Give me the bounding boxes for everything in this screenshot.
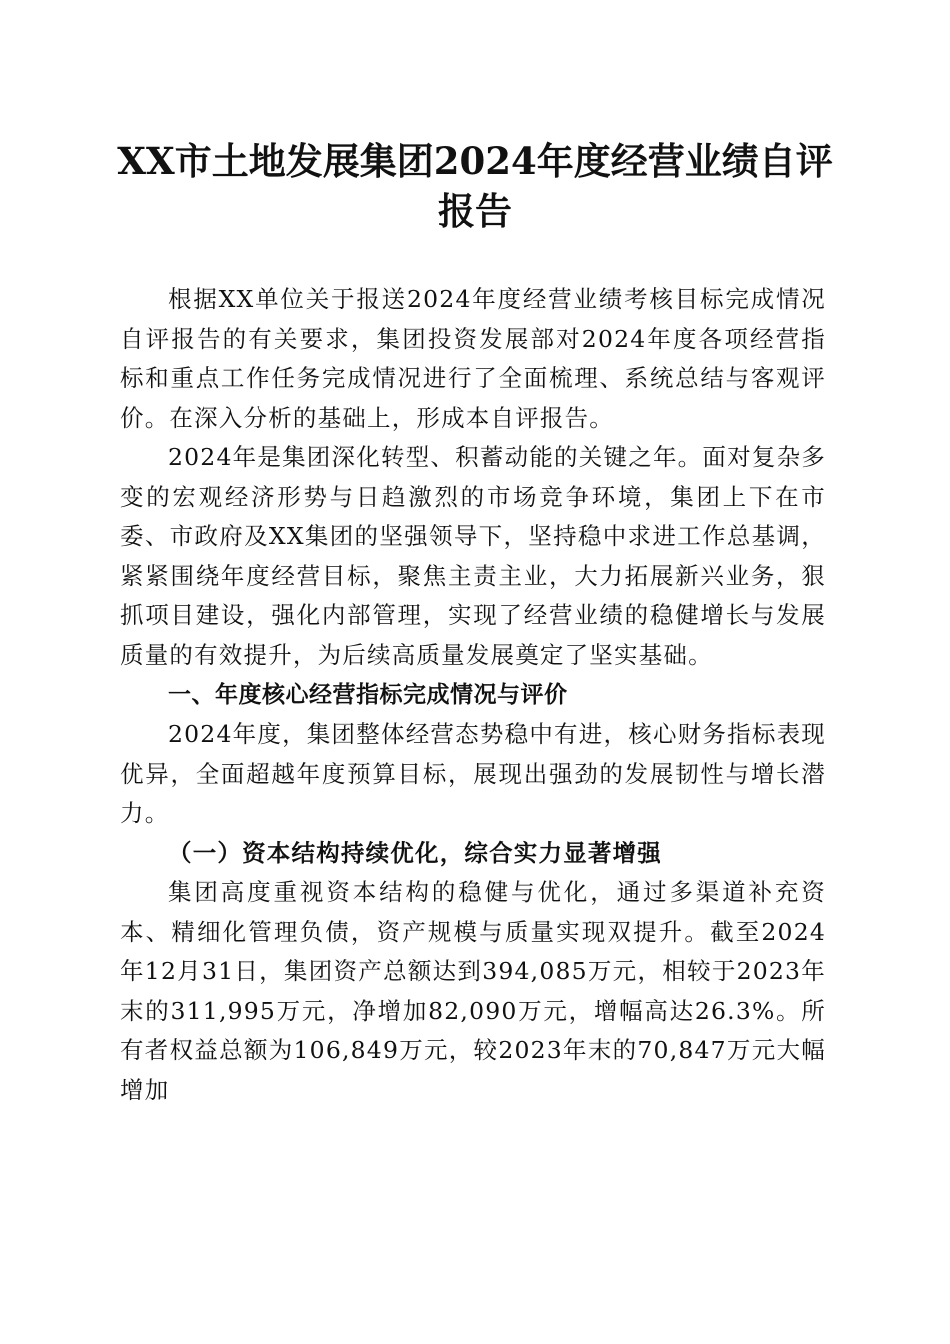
section-heading: 一、年度核心经营指标完成情况与评价 (168, 682, 568, 708)
paragraph-section-intro: 2024年度，集团整体经营态势稳中有进，核心财务指标表现优异，全面超越年度预算目标，展现出强劲的发展韧性与增长潜力。 (120, 720, 826, 827)
paragraph-capital-structure: 集团高度重视资本结构的稳健与优化，通过多渠道补充资本、精细化管理负债，资产规模与质量实现双提升。截至2024年12月31日，集团资产总额达到394,085万元，相较于2023年末的311,995万元，净增加82,090万元，增幅高达26.3%。所有者权益总额为106,849万元，较2023年末的70,847万元大幅增加 (120, 878, 826, 1104)
document-body (120, 280, 826, 1110)
document-title: XX市土地发展集团2024年度经营业绩自评报告 (117, 139, 833, 233)
paragraph-background: 2024年是集团深化转型、积蓄动能的关键之年。面对复杂多变的宏观经济形势与日趋激烈的市场竞争环境，集团上下在市委、市政府及XX集团的坚强领导下，坚持稳中求进工作总基调，紧紧围绕年度经营目标，聚焦主责主业，大力拓展新兴业务，狠抓项目建设，强化内部管理，实现了经营业绩的稳健增长与发展质量的有效提升，为后续高质量发展奠定了坚实基础。 (120, 443, 826, 669)
subsection-heading: （一）资本结构持续优化，综合实力显著增强 (168, 838, 662, 867)
paragraph-intro: 根据XX单位关于报送2024年度经营业绩考核目标完成情况自评报告的有关要求，集团投资发展部对2024年度各项经营指标和重点工作任务完成情况进行了全面梳理、系统总结与客观评价。在深入分析的基础上，形成本自评报告。 (120, 285, 826, 432)
